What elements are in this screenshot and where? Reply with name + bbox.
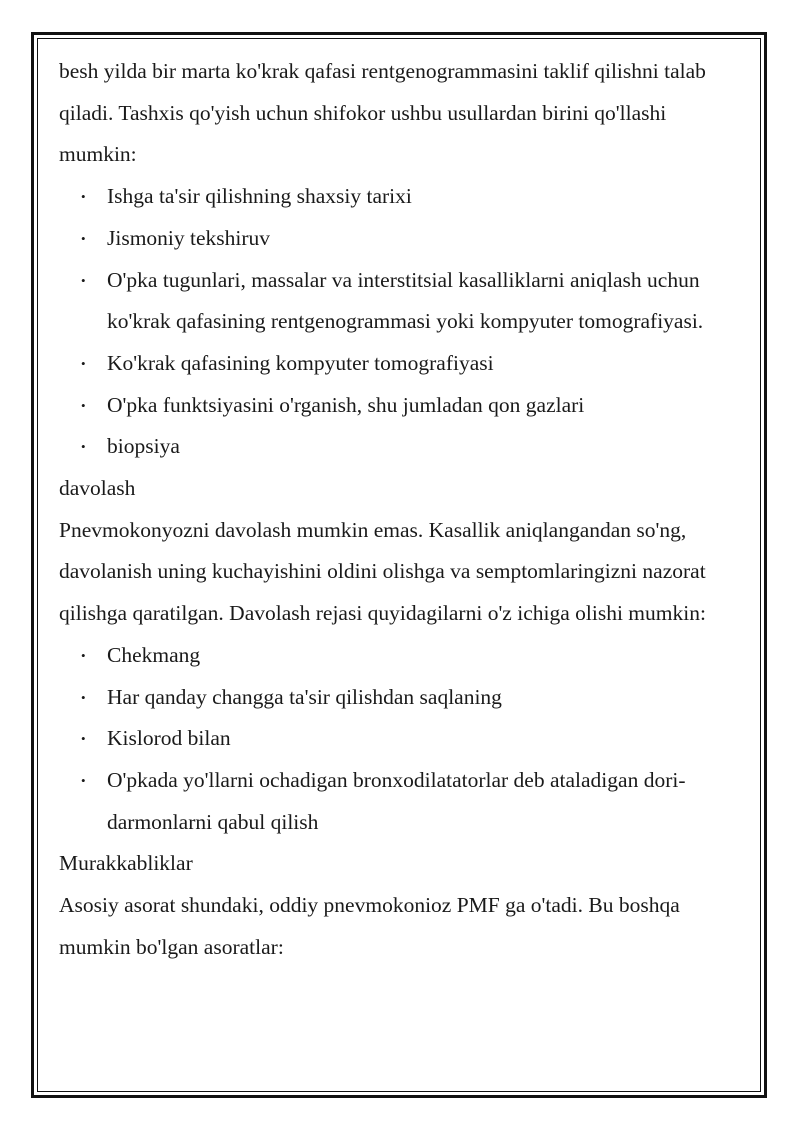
list-item — [59, 426, 739, 468]
bullet-icon: • — [81, 397, 86, 413]
bullet-icon: • — [81, 272, 86, 288]
list-item-text: Har qanday changga ta'sir qilishdan saqlaning — [107, 684, 502, 709]
list-item-text: Jismoniy tekshiruv — [107, 225, 271, 250]
list-item-text: Ishga ta'sir qilishning shaxsiy tarixi — [107, 184, 412, 209]
list-item-text: Kislorod bilan — [107, 726, 231, 751]
list-item-text: Ko'krak qafasining kompyuter tomografiyasi — [107, 350, 494, 375]
list-item-text: Chekmang — [107, 642, 201, 667]
treatment-list — [59, 635, 739, 844]
bullet-icon: • — [81, 772, 86, 788]
bullet-icon: • — [81, 230, 86, 246]
bullet-icon: • — [81, 355, 86, 371]
list-item-text: O'pka tugunlari, massalar va interstitsial kasalliklarni aniqlash uchun ko'krak qafasining rentgenogrammasi yoki kompyuter tomografiyasi. — [107, 267, 704, 334]
list-item — [59, 218, 739, 260]
list-item — [59, 677, 739, 719]
bullet-icon: • — [81, 647, 86, 663]
intro-paragraph: besh yilda bir marta ko'krak qafasi rentgenogrammasini taklif qilishni talab qiladi. Tashxis qo'yish uchun shifokor ushbu usullardan birini qo'llashi mumkin: — [59, 59, 706, 167]
complications-heading: Murakkabliklar — [59, 851, 193, 876]
list-item — [59, 343, 739, 385]
bullet-icon: • — [81, 731, 86, 747]
complications-paragraph: Asosiy asorat shundaki, oddiy pnevmokonioz PMF ga o'tadi. Bu boshqa mumkin bo'lgan asoratlar: — [59, 893, 680, 959]
list-item — [59, 176, 739, 218]
treatment-heading: davolash — [59, 476, 136, 501]
bullet-icon: • — [81, 689, 86, 705]
bullet-icon: • — [81, 439, 86, 455]
list-item-text: O'pkada yo'llarni ochadigan bronxodilatatorlar deb ataladigan dori-darmonlarni qabul qilish — [107, 767, 686, 834]
bullet-icon: • — [81, 189, 86, 205]
list-item — [59, 760, 739, 843]
list-item-text: O'pka funktsiyasini o'rganish, shu jumladan qon gazlari — [107, 392, 585, 417]
list-item — [59, 718, 739, 760]
document-body — [59, 51, 739, 968]
list-item-text: biopsiya — [107, 434, 180, 459]
list-item — [59, 385, 739, 427]
diagnosis-list — [59, 176, 739, 468]
list-item — [59, 260, 739, 343]
treatment-paragraph: Pnevmokonyozni davolash mumkin emas. Kasallik aniqlangandan so'ng, davolanish uning kuchayishini oldini olishga va semptomlaringizni nazorat qilishga qaratilgan. Davolash rejasi quyidagilarni o'z ichiga olishi mumkin: — [59, 517, 706, 626]
list-item — [59, 635, 739, 677]
